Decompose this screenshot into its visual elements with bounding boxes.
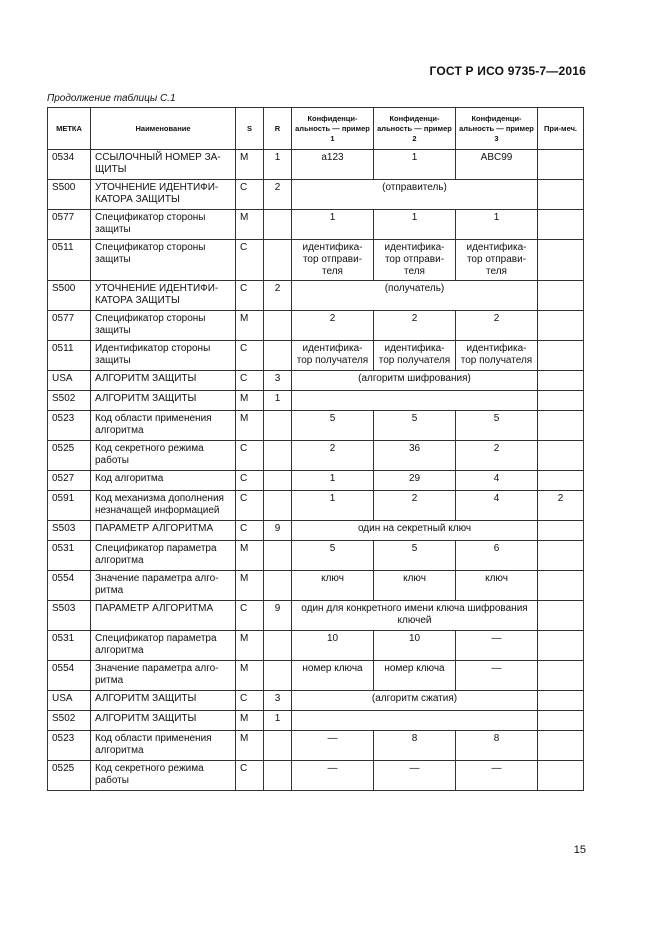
cell-name: Код секретного режима работы — [91, 761, 236, 791]
cell-note — [538, 471, 584, 491]
cell-status: M — [236, 541, 264, 571]
cell-status: C — [236, 471, 264, 491]
cell-name: Спецификатор стороны защиты — [91, 210, 236, 240]
cell-repeat — [264, 311, 292, 341]
table-row — [48, 731, 584, 761]
table-continuation-caption: Продолжение таблицы С.1 — [47, 93, 176, 104]
cell-name: УТОЧНЕНИЕ ИДЕНТИФИ-КАТОРА ЗАЩИТЫ — [91, 180, 236, 210]
cell-repeat: 2 — [264, 281, 292, 311]
cell-repeat: 1 — [264, 150, 292, 180]
cell-note — [538, 631, 584, 661]
table-row — [48, 661, 584, 691]
cell-name: ССЫЛОЧНЫЙ НОМЕР ЗА-ЩИТЫ — [91, 150, 236, 180]
cell-example-1: идентифика-тор получателя — [292, 341, 374, 371]
cell-tag: 0523 — [48, 411, 91, 441]
cell-tag: S500 — [48, 281, 91, 311]
cell-repeat — [264, 441, 292, 471]
table-row — [48, 521, 584, 541]
cell-status: C — [236, 281, 264, 311]
cell-name: Значение параметра алго-ритма — [91, 661, 236, 691]
cell-tag: S503 — [48, 521, 91, 541]
cell-note — [538, 180, 584, 210]
cell-name: ПАРАМЕТР АЛГОРИТМА — [91, 601, 236, 631]
cell-example-1: 1 — [292, 210, 374, 240]
column-header-tag: МЕТКА — [48, 108, 91, 150]
cell-tag: 0511 — [48, 341, 91, 371]
cell-status: C — [236, 521, 264, 541]
cell-example-2: идентифика-тор отправи-теля — [374, 240, 456, 281]
cell-example-1: 5 — [292, 541, 374, 571]
cell-example-3: 1 — [456, 210, 538, 240]
table-row — [48, 691, 584, 711]
data-element-table — [47, 107, 584, 791]
cell-name: АЛГОРИТМ ЗАЩИТЫ — [91, 371, 236, 391]
cell-example-2: 5 — [374, 411, 456, 441]
cell-example-3: 6 — [456, 541, 538, 571]
cell-tag: 0554 — [48, 571, 91, 601]
cell-repeat: 3 — [264, 691, 292, 711]
table-row — [48, 761, 584, 791]
cell-example-1: номер ключа — [292, 661, 374, 691]
cell-repeat — [264, 240, 292, 281]
cell-note — [538, 210, 584, 240]
cell-example-2: 1 — [374, 210, 456, 240]
cell-name: Код области применения алгоритма — [91, 731, 236, 761]
cell-repeat — [264, 541, 292, 571]
cell-note: 2 — [538, 491, 584, 521]
cell-status: M — [236, 210, 264, 240]
cell-repeat — [264, 731, 292, 761]
table-row — [48, 631, 584, 661]
cell-note — [538, 341, 584, 371]
cell-example-2: идентифика-тор получателя — [374, 341, 456, 371]
cell-status: M — [236, 391, 264, 411]
cell-example-spanned — [292, 391, 538, 411]
cell-example-2: 2 — [374, 491, 456, 521]
cell-example-spanned: (алгоритм сжатия) — [292, 691, 538, 711]
cell-repeat: 3 — [264, 371, 292, 391]
cell-example-3: — — [456, 661, 538, 691]
cell-example-1: 2 — [292, 311, 374, 341]
cell-repeat: 1 — [264, 711, 292, 731]
cell-tag: 0525 — [48, 441, 91, 471]
cell-status: C — [236, 441, 264, 471]
cell-name: Спецификатор стороны защиты — [91, 240, 236, 281]
document-standard-number: ГОСТ Р ИСО 9735-7—2016 — [429, 64, 586, 78]
cell-name: Код секретного режима работы — [91, 441, 236, 471]
cell-name: Код области применения алгоритма — [91, 411, 236, 441]
cell-note — [538, 731, 584, 761]
cell-tag: 0531 — [48, 631, 91, 661]
cell-name: Код механизма дополнения незначащей информацией — [91, 491, 236, 521]
cell-note — [538, 441, 584, 471]
cell-tag: 0591 — [48, 491, 91, 521]
cell-note — [538, 711, 584, 731]
cell-example-3: 5 — [456, 411, 538, 441]
cell-name: АЛГОРИТМ ЗАЩИТЫ — [91, 711, 236, 731]
cell-name: Код алгоритма — [91, 471, 236, 491]
cell-tag: 0554 — [48, 661, 91, 691]
cell-example-2: 29 — [374, 471, 456, 491]
cell-status: M — [236, 411, 264, 441]
cell-example-spanned: один для конкретного имени ключа шифрования ключей — [292, 601, 538, 631]
cell-tag: 0534 — [48, 150, 91, 180]
cell-status: C — [236, 491, 264, 521]
cell-example-1: a123 — [292, 150, 374, 180]
cell-example-3: ABC99 — [456, 150, 538, 180]
cell-name: АЛГОРИТМ ЗАЩИТЫ — [91, 391, 236, 411]
cell-note — [538, 571, 584, 601]
cell-example-3: идентифика-тор получателя — [456, 341, 538, 371]
cell-repeat: 2 — [264, 180, 292, 210]
column-header-r: R — [264, 108, 292, 150]
cell-repeat — [264, 341, 292, 371]
cell-repeat: 9 — [264, 521, 292, 541]
cell-example-1: ключ — [292, 571, 374, 601]
cell-status: C — [236, 601, 264, 631]
cell-repeat: 9 — [264, 601, 292, 631]
cell-tag: S502 — [48, 711, 91, 731]
cell-example-3: — — [456, 631, 538, 661]
table-row — [48, 441, 584, 471]
cell-note — [538, 311, 584, 341]
cell-example-2: — — [374, 761, 456, 791]
cell-tag: 0531 — [48, 541, 91, 571]
cell-repeat — [264, 491, 292, 521]
table-row — [48, 210, 584, 240]
table-row — [48, 391, 584, 411]
cell-status: C — [236, 691, 264, 711]
column-header-example-2: Конфиденци-альность — пример 2 — [374, 108, 456, 150]
cell-tag: 0525 — [48, 761, 91, 791]
cell-example-3: ключ — [456, 571, 538, 601]
cell-tag: 0511 — [48, 240, 91, 281]
cell-tag: USA — [48, 371, 91, 391]
cell-example-3: 4 — [456, 491, 538, 521]
cell-tag: 0577 — [48, 311, 91, 341]
column-header-s: S — [236, 108, 264, 150]
cell-repeat — [264, 761, 292, 791]
cell-example-2: 36 — [374, 441, 456, 471]
cell-name: Спецификатор стороны защиты — [91, 311, 236, 341]
cell-status: C — [236, 240, 264, 281]
cell-example-3: — — [456, 761, 538, 791]
cell-example-1: 5 — [292, 411, 374, 441]
cell-status: M — [236, 150, 264, 180]
cell-repeat — [264, 571, 292, 601]
cell-note — [538, 281, 584, 311]
table-header-row — [48, 108, 584, 150]
table-row — [48, 150, 584, 180]
cell-tag: USA — [48, 691, 91, 711]
column-header-name: Наименование — [91, 108, 236, 150]
table-row — [48, 601, 584, 631]
table-row — [48, 471, 584, 491]
cell-note — [538, 761, 584, 791]
cell-repeat — [264, 210, 292, 240]
column-header-example-1: Конфиденци-альность — пример 1 — [292, 108, 374, 150]
table-row — [48, 341, 584, 371]
cell-example-2: ключ — [374, 571, 456, 601]
cell-status: M — [236, 571, 264, 601]
cell-repeat — [264, 471, 292, 491]
cell-status: M — [236, 311, 264, 341]
table-row — [48, 311, 584, 341]
cell-repeat — [264, 661, 292, 691]
cell-status: C — [236, 341, 264, 371]
cell-example-1: 1 — [292, 471, 374, 491]
cell-note — [538, 371, 584, 391]
cell-repeat — [264, 631, 292, 661]
cell-example-3: 4 — [456, 471, 538, 491]
cell-tag: 0527 — [48, 471, 91, 491]
cell-tag: S502 — [48, 391, 91, 411]
cell-note — [538, 691, 584, 711]
cell-name: Спецификатор параметра алгоритма — [91, 541, 236, 571]
cell-tag: S500 — [48, 180, 91, 210]
table-row — [48, 281, 584, 311]
cell-note — [538, 150, 584, 180]
cell-example-1: — — [292, 731, 374, 761]
cell-status: M — [236, 711, 264, 731]
table-row — [48, 371, 584, 391]
cell-status: M — [236, 661, 264, 691]
cell-example-2: номер ключа — [374, 661, 456, 691]
table-row — [48, 180, 584, 210]
table-row — [48, 571, 584, 601]
cell-example-1: 2 — [292, 441, 374, 471]
cell-status: C — [236, 180, 264, 210]
cell-example-3: идентифика-тор отправи-теля — [456, 240, 538, 281]
column-header-note: При-меч. — [538, 108, 584, 150]
cell-repeat — [264, 411, 292, 441]
cell-example-2: 10 — [374, 631, 456, 661]
cell-tag: 0577 — [48, 210, 91, 240]
table-row — [48, 491, 584, 521]
table-row — [48, 541, 584, 571]
cell-status: M — [236, 731, 264, 761]
cell-name: Идентификатор стороны защиты — [91, 341, 236, 371]
cell-tag: 0523 — [48, 731, 91, 761]
cell-name: АЛГОРИТМ ЗАЩИТЫ — [91, 691, 236, 711]
column-header-example-3: Конфиденци-альность — пример 3 — [456, 108, 538, 150]
cell-example-spanned: (получатель) — [292, 281, 538, 311]
page-number: 15 — [573, 844, 586, 856]
cell-status: C — [236, 371, 264, 391]
cell-example-1: — — [292, 761, 374, 791]
cell-note — [538, 541, 584, 571]
cell-example-3: 2 — [456, 441, 538, 471]
cell-example-spanned: один на секретный ключ — [292, 521, 538, 541]
cell-name: Спецификатор параметра алгоритма — [91, 631, 236, 661]
cell-note — [538, 391, 584, 411]
table-row — [48, 711, 584, 731]
cell-note — [538, 661, 584, 691]
cell-name: УТОЧНЕНИЕ ИДЕНТИФИ-КАТОРА ЗАЩИТЫ — [91, 281, 236, 311]
cell-example-spanned — [292, 711, 538, 731]
cell-example-3: 2 — [456, 311, 538, 341]
cell-name: ПАРАМЕТР АЛГОРИТМА — [91, 521, 236, 541]
cell-status: M — [236, 631, 264, 661]
cell-example-2: 5 — [374, 541, 456, 571]
cell-note — [538, 411, 584, 441]
cell-example-2: 1 — [374, 150, 456, 180]
cell-example-2: 8 — [374, 731, 456, 761]
table-row — [48, 411, 584, 441]
cell-tag: S503 — [48, 601, 91, 631]
cell-example-spanned: (отправитель) — [292, 180, 538, 210]
cell-repeat: 1 — [264, 391, 292, 411]
cell-example-1: 1 — [292, 491, 374, 521]
table-row — [48, 240, 584, 281]
cell-note — [538, 521, 584, 541]
cell-name: Значение параметра алго-ритма — [91, 571, 236, 601]
cell-example-1: 10 — [292, 631, 374, 661]
cell-example-1: идентифика-тор отправи-теля — [292, 240, 374, 281]
cell-example-spanned: (алгоритм шифрования) — [292, 371, 538, 391]
cell-example-3: 8 — [456, 731, 538, 761]
cell-example-2: 2 — [374, 311, 456, 341]
cell-status: C — [236, 761, 264, 791]
cell-note — [538, 240, 584, 281]
cell-note — [538, 601, 584, 631]
